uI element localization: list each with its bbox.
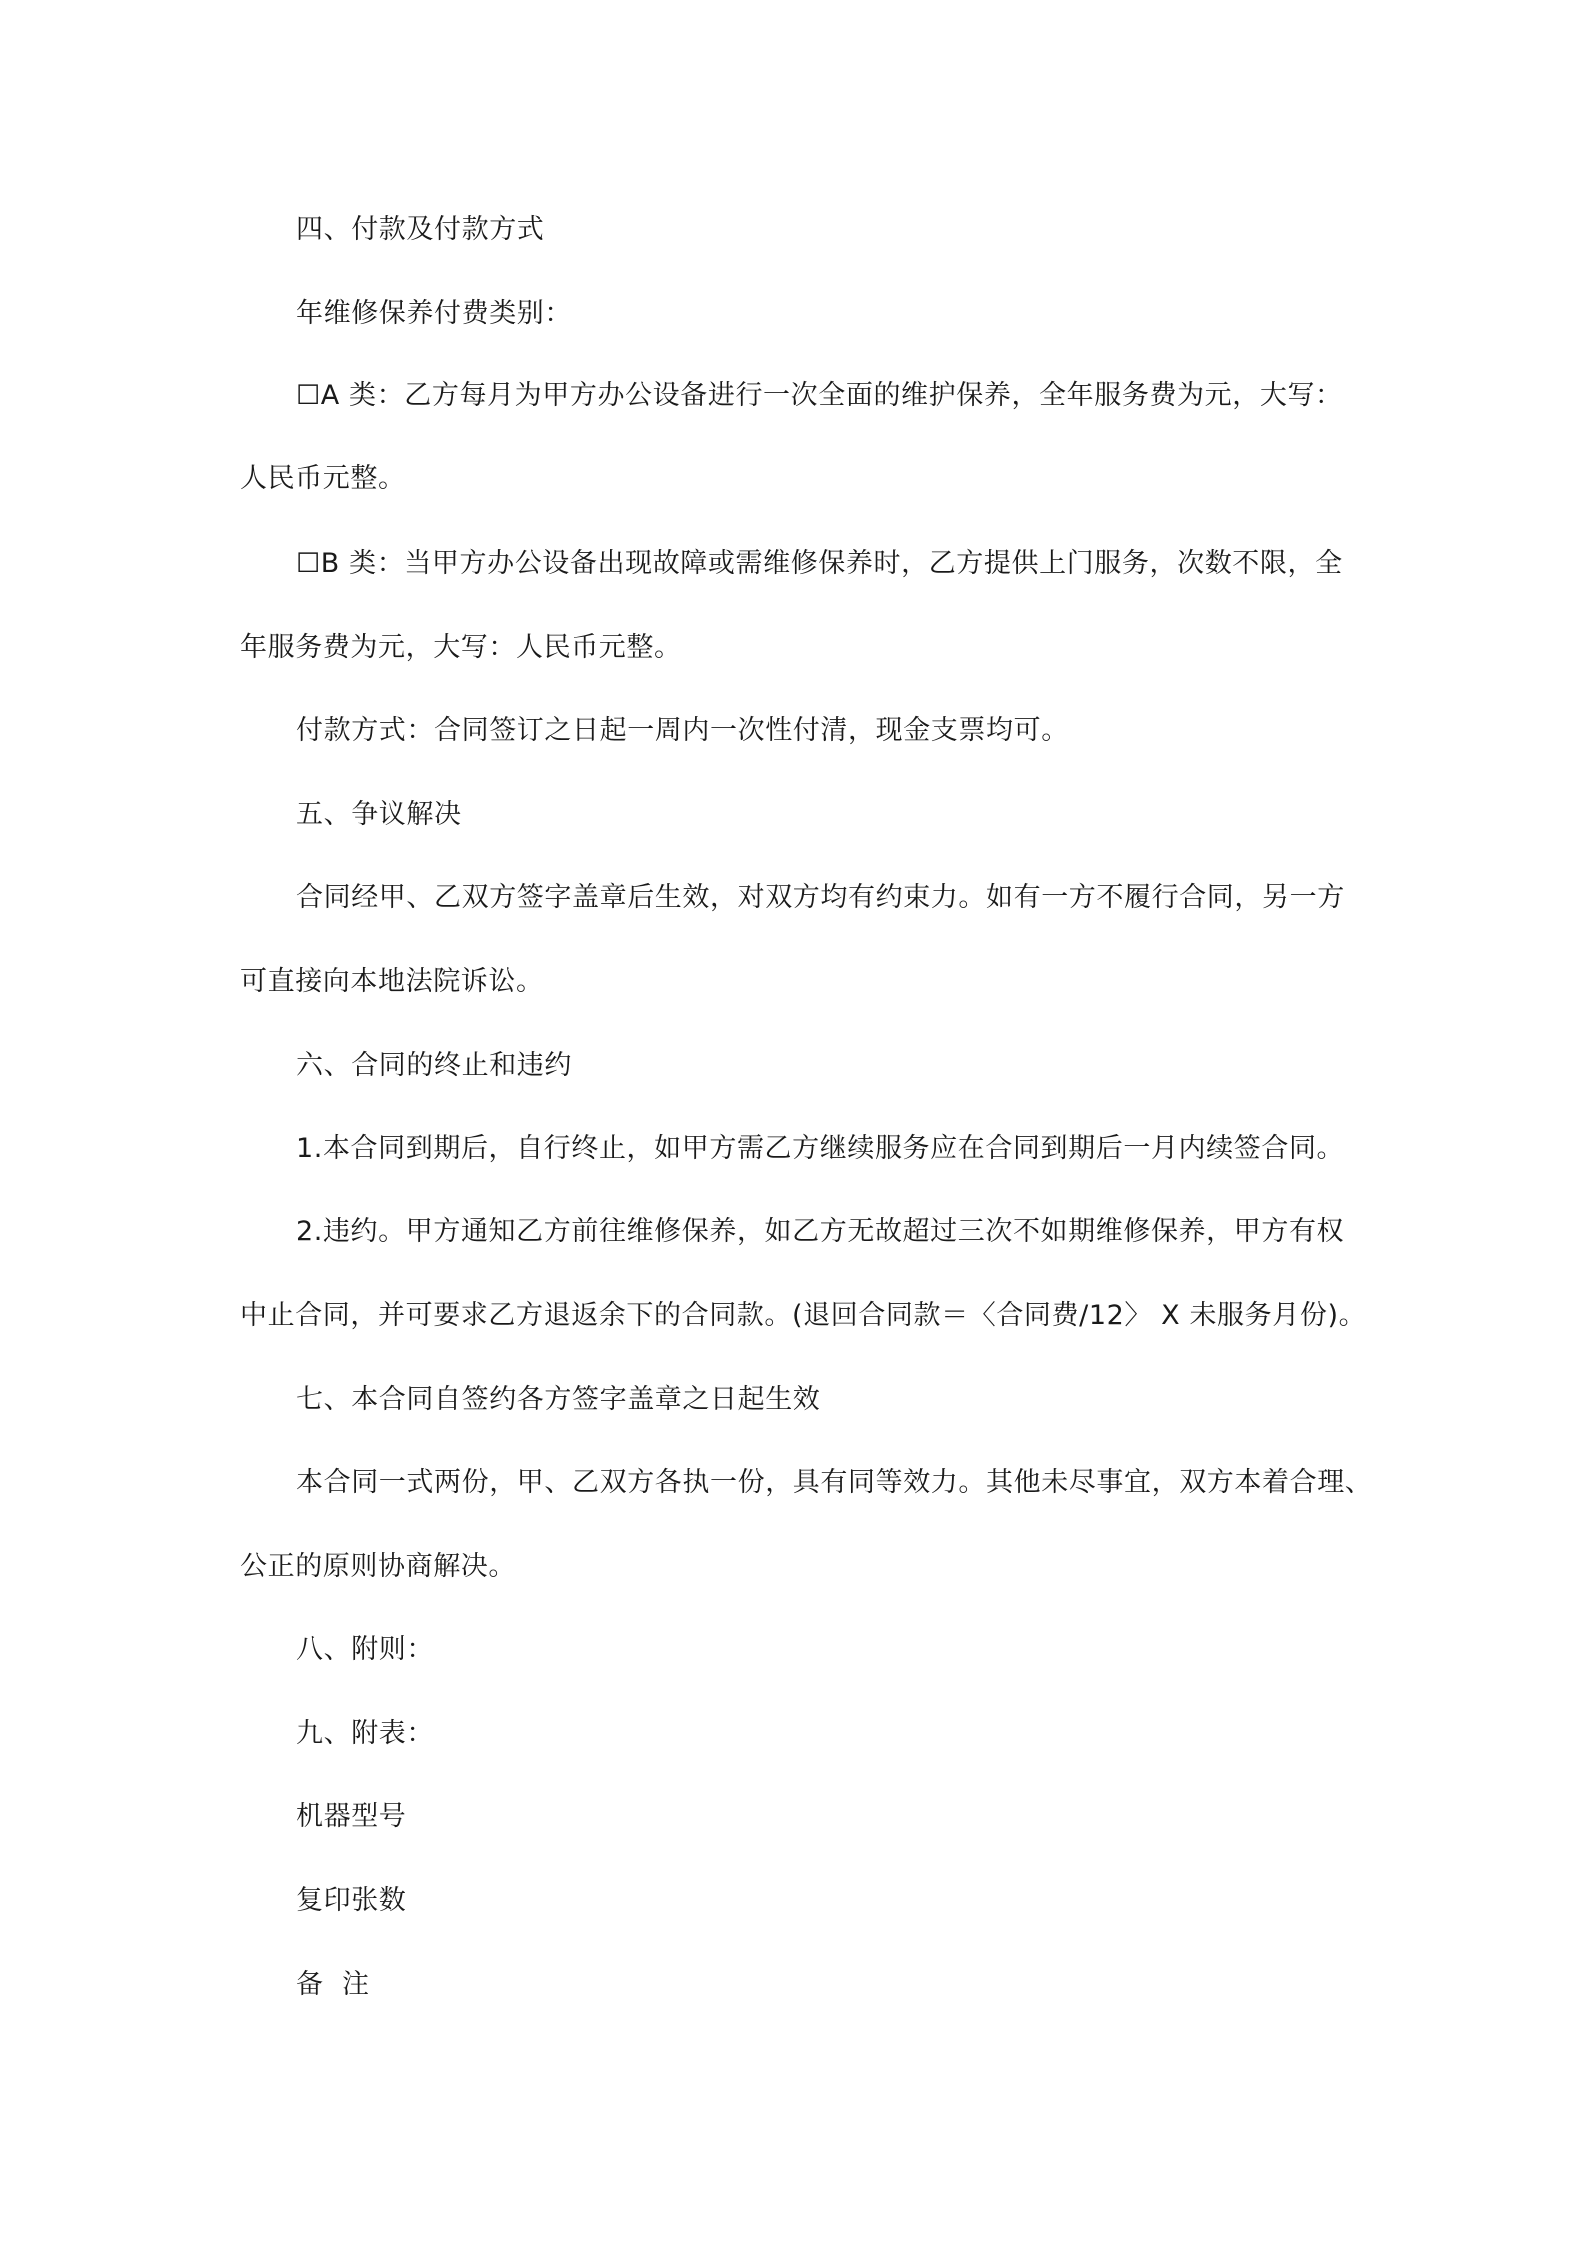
appendix-item-remarks: 备 注 bbox=[296, 1969, 370, 2000]
paragraph-fee-category-label: 年维修保养付费类别： bbox=[296, 298, 572, 329]
appendix-item-machine-model: 机器型号 bbox=[296, 1801, 407, 1832]
appendix-item-copy-count: 复印张数 bbox=[296, 1885, 407, 1916]
paragraph-option-a: ☐A 类：乙方每月为甲方办公设备进行一次全面的维护保养，全年服务费为元，大写： bbox=[296, 380, 1343, 411]
paragraph-dispute: 合同经甲、乙双方签字盖章后生效，对双方均有约束力。如有一方不履行合同，另一方 bbox=[296, 882, 1345, 913]
paragraph-copies-cont: 公正的原则协商解决。 bbox=[240, 1551, 516, 1582]
paragraph-option-b: ☐B 类：当甲方办公设备出现故障或需维修保养时，乙方提供上门服务，次数不限，全 bbox=[296, 548, 1343, 579]
section-heading-dispute: 五、争议解决 bbox=[296, 799, 462, 830]
paragraph-breach-2: 2.违约。甲方通知乙方前往维修保养，如乙方无故超过三次不如期维修保养，甲方有权 bbox=[296, 1216, 1345, 1247]
paragraph-termination-1: 1.本合同到期后，自行终止，如甲方需乙方继续服务应在合同到期后一月内续签合同。 bbox=[296, 1133, 1345, 1164]
paragraph-payment-method: 付款方式：合同签订之日起一周内一次性付清，现金支票均可。 bbox=[296, 715, 1069, 746]
paragraph-option-a-cont: 人民币元整。 bbox=[240, 463, 406, 494]
section-heading-termination: 六、合同的终止和违约 bbox=[296, 1050, 572, 1081]
paragraph-breach-2-cont: 中止合同，并可要求乙方退返余下的合同款。(退回合同款＝〈合同费/12〉 X 未服务月份)。 bbox=[240, 1300, 1367, 1331]
section-heading-supplementary: 八、附则： bbox=[296, 1634, 434, 1665]
section-heading-payment: 四、付款及付款方式 bbox=[296, 214, 545, 245]
section-heading-appendix: 九、附表： bbox=[296, 1718, 434, 1749]
paragraph-dispute-cont: 可直接向本地法院诉讼。 bbox=[240, 966, 544, 997]
paragraph-copies: 本合同一式两份，甲、乙双方各执一份，具有同等效力。其他未尽事宜，双方本着合理、 bbox=[296, 1467, 1373, 1498]
paragraph-option-b-cont: 年服务费为元，大写：人民币元整。 bbox=[240, 632, 682, 663]
section-heading-effective: 七、本合同自签约各方签字盖章之日起生效 bbox=[296, 1384, 821, 1415]
